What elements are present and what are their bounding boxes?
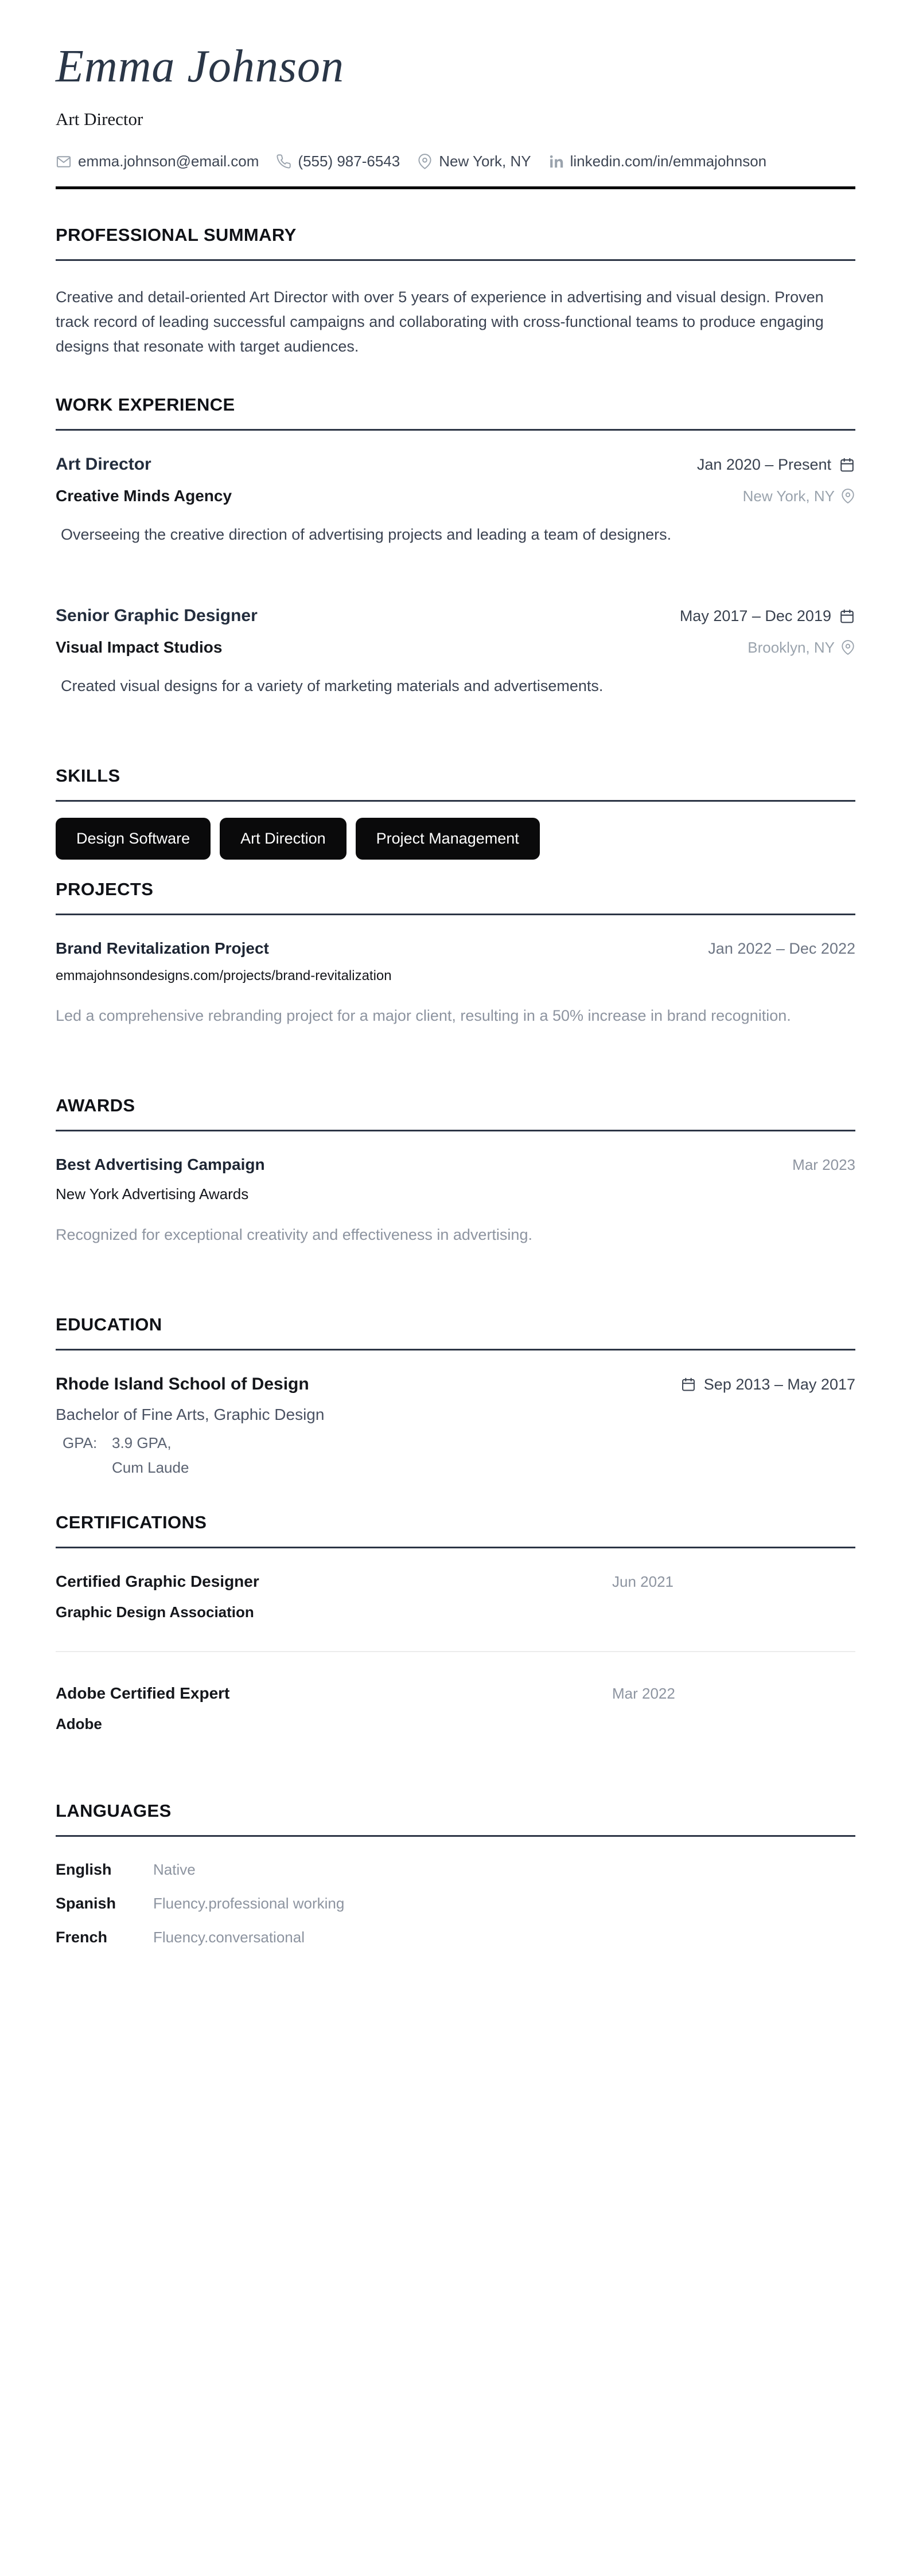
education-school: Rhode Island School of Design (56, 1375, 309, 1394)
header-divider (56, 186, 855, 189)
envelope-icon (56, 154, 72, 170)
skill-chip: Art Direction (220, 818, 347, 860)
language-row (56, 1929, 855, 1946)
job-description: Overseeing the creative direction of advertising projects and leading a team of designers. (61, 526, 672, 543)
contact-linkedin[interactable] (548, 153, 767, 170)
section-rule (56, 259, 855, 261)
award-description: Recognized for exceptional creativity and effectiveness in advertising. (56, 1226, 532, 1243)
section-rule (56, 800, 855, 802)
section-rule (56, 1349, 855, 1351)
job-title: Senior Graphic Designer (56, 606, 258, 625)
contact-phone (276, 153, 400, 170)
language-fluency: Native (153, 1861, 196, 1878)
language-row (56, 1895, 855, 1913)
language-name: English (56, 1861, 112, 1878)
calendar-icon (839, 608, 855, 625)
summary-heading: PROFESSIONAL SUMMARY (56, 225, 297, 245)
certifications-heading: CERTIFICATIONS (56, 1512, 207, 1532)
certification-date: Jun 2021 (612, 1572, 673, 1590)
contact-email[interactable] (56, 153, 259, 170)
job-dates: May 2017 – Dec 2019 (680, 607, 855, 625)
contact-email-text: emma.johnson@email.com (78, 153, 259, 170)
contact-row (56, 153, 855, 170)
project-entry (56, 939, 855, 1028)
job-location: Brooklyn, NY (748, 639, 855, 657)
gpa-label: GPA: (63, 1434, 98, 1451)
section-languages (56, 1801, 855, 1946)
location-pin-icon (840, 489, 855, 504)
gpa-note: Cum Laude (112, 1459, 189, 1476)
job-title: Art Director (56, 455, 151, 474)
job-entry (56, 455, 855, 547)
location-pin-icon (840, 640, 855, 655)
skill-chip: Design Software (56, 818, 211, 860)
certification-title: Adobe Certified Expert (56, 1684, 230, 1702)
certification-date: Mar 2022 (612, 1684, 675, 1702)
gpa-value: 3.9 GPA, (112, 1434, 172, 1451)
education-dates: Sep 2013 – May 2017 (680, 1376, 855, 1394)
section-education (56, 1314, 855, 1477)
project-title: Brand Revitalization Project (56, 939, 269, 957)
language-fluency: Fluency.conversational (153, 1929, 305, 1946)
language-row (56, 1861, 855, 1879)
calendar-icon (839, 456, 855, 473)
section-projects (56, 879, 855, 1028)
resume-header (56, 40, 855, 189)
section-rule (56, 1835, 855, 1837)
certification-divider (56, 1651, 855, 1652)
section-skills (56, 766, 855, 860)
certification-title: Certified Graphic Designer (56, 1572, 259, 1590)
section-certifications (56, 1512, 855, 1733)
project-description: Led a comprehensive rebranding project for a major client, resulting in a 50% increase in brand recognition. (56, 1007, 791, 1024)
work-experience-heading: WORK EXPERIENCE (56, 395, 235, 415)
certification-issuer: Graphic Design Association (56, 1603, 254, 1621)
award-title: Best Advertising Campaign (56, 1156, 265, 1173)
languages-heading: LANGUAGES (56, 1801, 172, 1821)
job-entry (56, 606, 855, 698)
language-fluency: Fluency.professional working (153, 1895, 345, 1912)
contact-linkedin-text: linkedin.com/in/emmajohnson (570, 153, 767, 170)
section-rule (56, 1130, 855, 1131)
certification-entry (56, 1684, 855, 1733)
skill-chip: Project Management (356, 818, 540, 860)
award-issuer: New York Advertising Awards (56, 1185, 249, 1203)
education-entry (56, 1375, 855, 1477)
education-heading: EDUCATION (56, 1314, 162, 1334)
section-work-experience (56, 395, 855, 698)
education-gpa (56, 1434, 855, 1477)
project-url[interactable]: emmajohnsondesigns.com/projects/brand-revitalization (56, 968, 392, 983)
section-rule (56, 1547, 855, 1548)
language-name: French (56, 1929, 108, 1946)
job-dates: Jan 2020 – Present (697, 456, 855, 474)
location-pin-icon (417, 154, 433, 169)
certification-issuer: Adobe (56, 1715, 102, 1732)
awards-heading: AWARDS (56, 1095, 135, 1115)
section-awards (56, 1095, 855, 1247)
job-description: Created visual designs for a variety of marketing materials and advertisements. (61, 677, 604, 694)
calendar-icon (680, 1376, 696, 1392)
contact-phone-text: (555) 987-6543 (298, 153, 400, 170)
section-rule (56, 429, 855, 431)
section-summary (56, 225, 855, 359)
education-degree: Bachelor of Fine Arts, Graphic Design (56, 1406, 325, 1423)
phone-icon (276, 154, 291, 169)
skills-heading: SKILLS (56, 766, 120, 786)
resume-page (56, 0, 855, 1946)
person-title: Art Director (56, 109, 143, 129)
contact-location (417, 153, 531, 170)
projects-heading: PROJECTS (56, 879, 154, 899)
linkedin-icon (548, 154, 564, 169)
project-dates: Jan 2022 – Dec 2022 (708, 939, 855, 957)
summary-text: Creative and detail-oriented Art Director with over 5 years of experience in advertising and visual design. Proven track record of leading successful campaigns and collaborating with cross-functional teams to produce engaging designs that resonate with target audiences. (56, 288, 824, 355)
job-company: Creative Minds Agency (56, 487, 232, 505)
language-name: Spanish (56, 1895, 116, 1912)
contact-location-text: New York, NY (439, 153, 531, 170)
job-company: Visual Impact Studios (56, 638, 223, 656)
section-rule (56, 914, 855, 915)
person-name: Emma Johnson (56, 41, 345, 92)
skills-chip-list (56, 818, 855, 860)
award-date: Mar 2023 (792, 1156, 855, 1173)
certification-entry (56, 1572, 855, 1621)
award-entry (56, 1156, 855, 1247)
job-location: New York, NY (743, 487, 855, 505)
